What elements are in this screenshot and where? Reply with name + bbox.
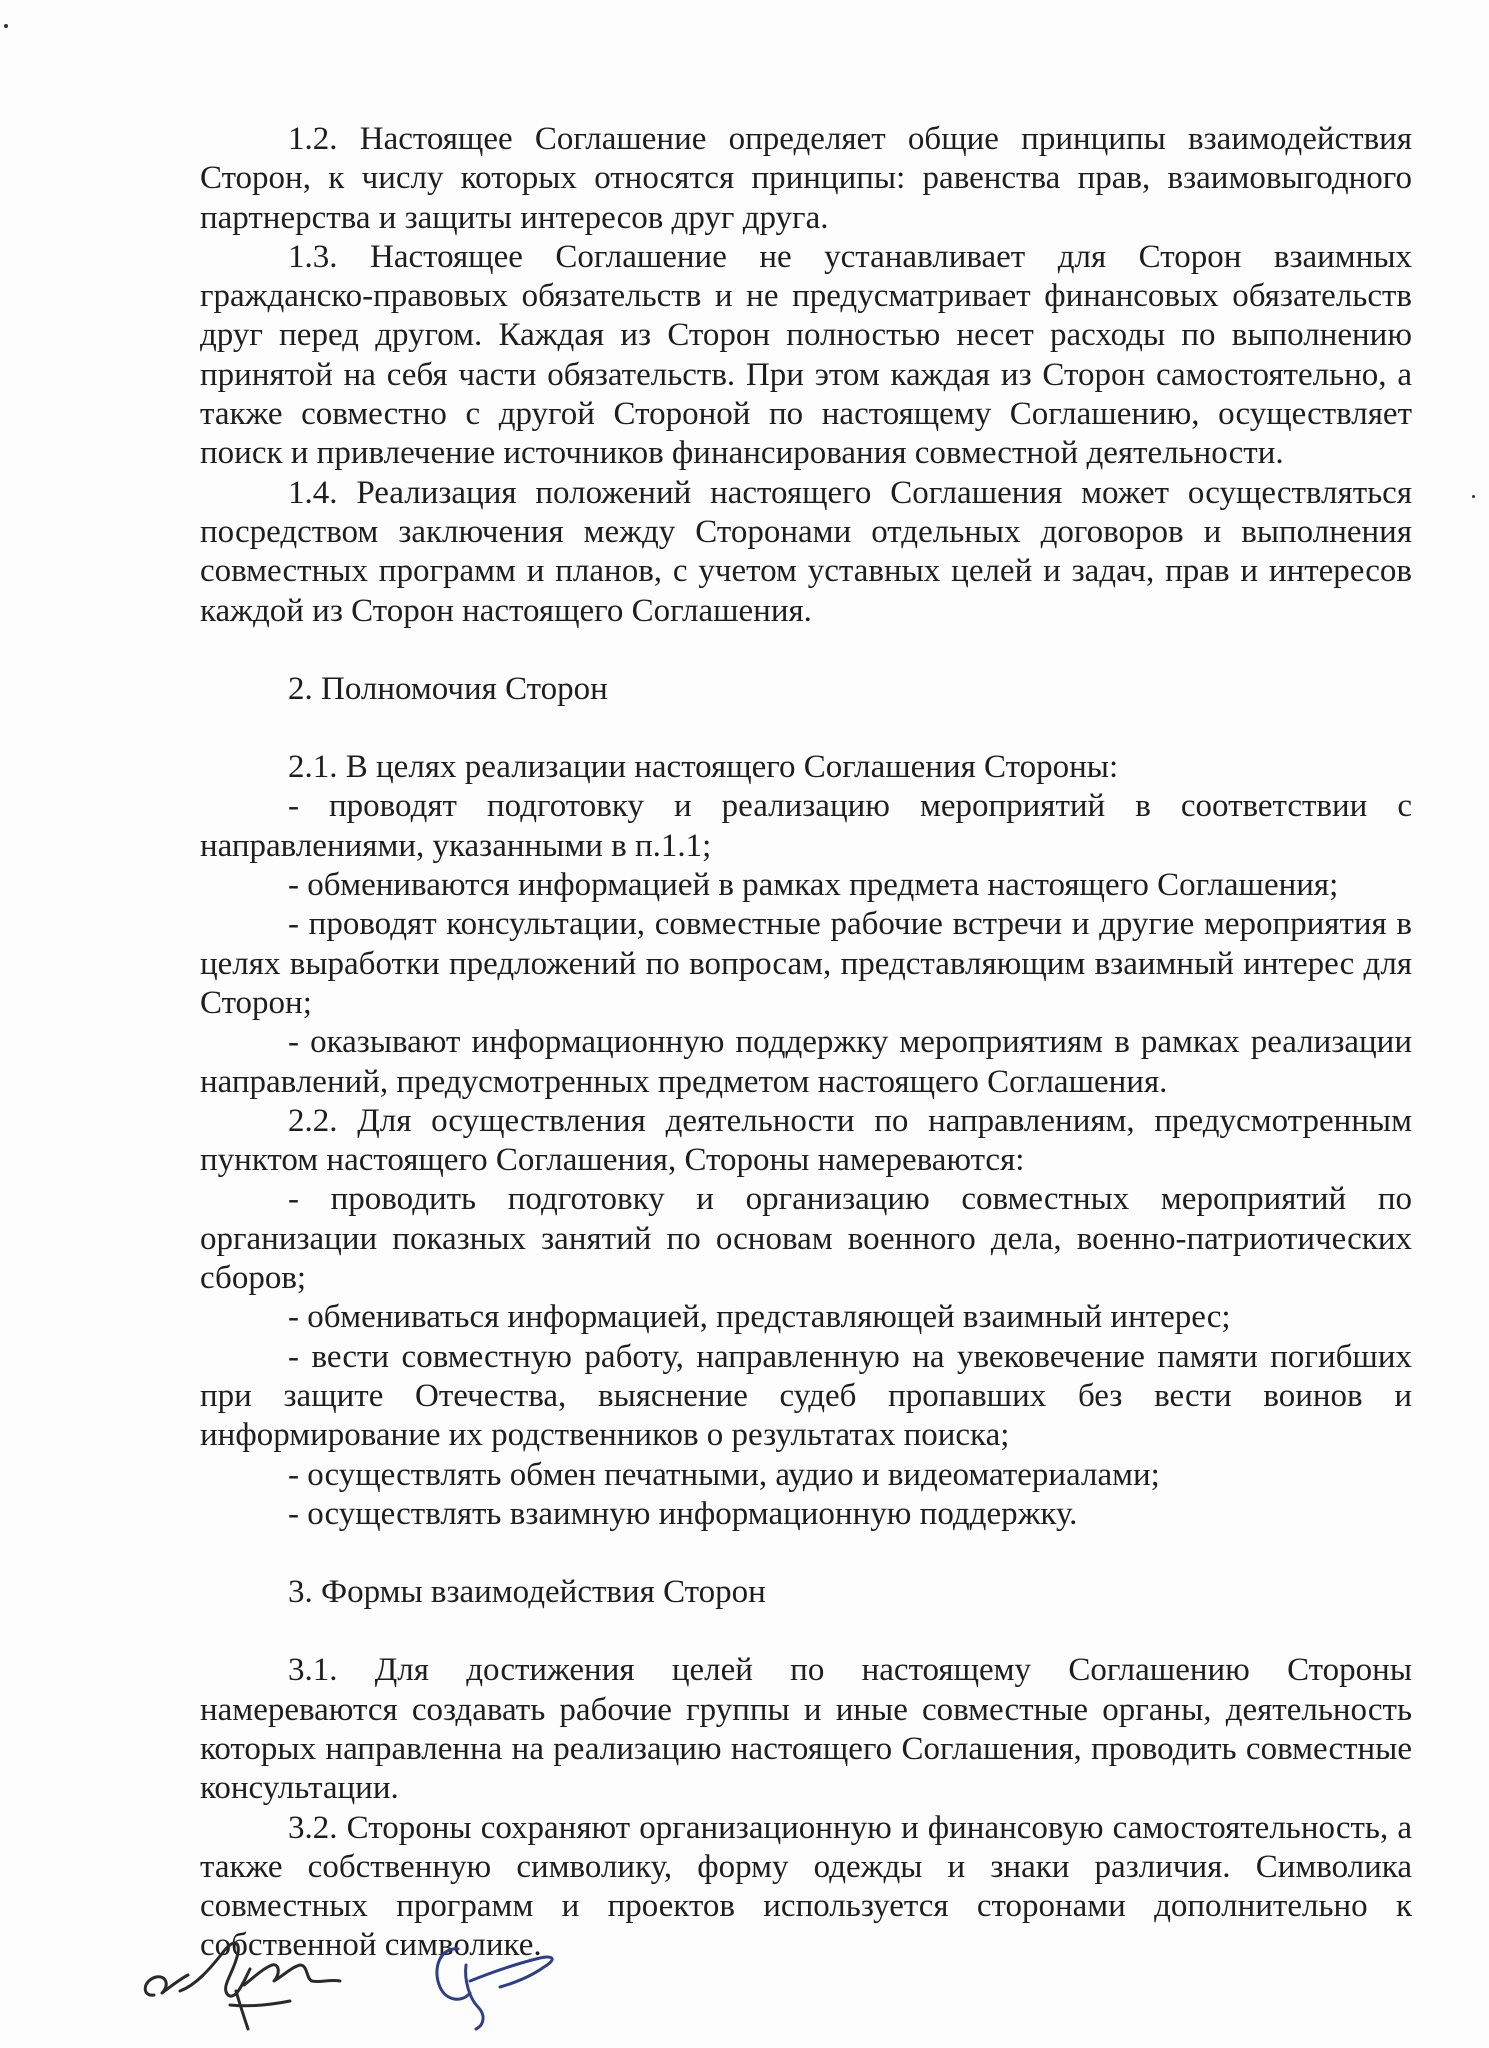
- section-heading-3: 3. Формы взаимодействия Сторон: [288, 1574, 766, 1611]
- list-item: - осуществлять обмен печатными, аудио и видеоматериалами;: [288, 1456, 1160, 1493]
- list-item: - проводят консультации, совместные рабочие встречи и другие мероприятия в целях выработки предложений по вопросам, представляющим взаимный интерес для Сторон;: [200, 906, 1412, 1021]
- section-heading-2: 2. Полномочия Сторон: [288, 670, 608, 707]
- paragraph-1-3: 1.3. Настоящее Соглашение не устанавливает для Сторон взаимных гражданско-правовых обязательств и не предусматривает финансовых обязательств друг перед другом. Каждая из Сторон полностью несет расходы по выполнению принятой на себя части обязательств. При этом каждая из Сторон самостоятельно, а также совместно с другой Стороной по настоящему Соглашению, осуществляет поиск и привлечение источников финансирования совместной деятельности.: [200, 238, 1412, 472]
- document-body: [200, 120, 1412, 1966]
- scan-speck: [4, 24, 8, 28]
- paragraph-1-4: 1.4. Реализация положений настоящего Соглашения может осуществляться посредством заключения между Сторонами отдельных договоров и выполнения совместных программ и планов, с учетом уставных целей и задач, прав и интересов каждой из Сторон настоящего Соглашения.: [200, 474, 1412, 629]
- paragraph-2-1: 2.1. В целях реализации настоящего Соглашения Стороны:: [288, 749, 1119, 786]
- list-item: - обмениваться информацией, представляющей взаимный интерес;: [288, 1299, 1231, 1336]
- paragraph-3-2: 3.2. Стороны сохраняют организационную и финансовую самостоятельность, а также собственную символику, форму одежды и знаки различия. Символика совместных программ и проектов используется сторонами дополнительно к собственной символике.: [200, 1809, 1412, 1964]
- signatures: [140, 1925, 620, 2035]
- list-item: - проводят подготовку и реализацию мероприятий в соответствии с направлениями, указанными в п.1.1;: [200, 788, 1412, 864]
- signature-black-icon: [145, 1943, 340, 2029]
- list-item: - обмениваются информацией в рамках предмета настоящего Соглашения;: [288, 867, 1339, 904]
- list-item: - оказывают информационную поддержку мероприятиям в рамках реализации направлений, предусмотренных предметом настоящего Соглашения.: [200, 1024, 1412, 1100]
- scan-speck: [1472, 495, 1475, 498]
- paragraph-1-2: 1.2. Настоящее Соглашение определяет общие принципы взаимодействия Сторон, к числу которых относятся принципы: равенства прав, взаимовыгодного партнерства и защиты интересов друг друга.: [200, 121, 1412, 236]
- list-item: - осуществлять взаимную информационную поддержку.: [288, 1495, 1078, 1532]
- list-item: - вести совместную работу, направленную на увековечение памяти погибших при защите Отечества, выяснение судеб пропавших без вести воинов и информирование их родственников о результатах поиска;: [200, 1338, 1412, 1454]
- signature-blue-icon: [437, 1949, 552, 2029]
- paragraph-3-1: 3.1. Для достижения целей по настоящему Соглашению Стороны намереваются создавать рабочие группы и иные совместные органы, деятельность которых направленна на реализацию настоящего Соглашения, проводить совместные консультации.: [200, 1652, 1412, 1807]
- paragraph-2-2: 2.2. Для осуществления деятельности по направлениям, предусмотренным пунктом настоящего Соглашения, Стороны намереваются:: [200, 1102, 1412, 1179]
- list-item: - проводить подготовку и организацию совместных мероприятий по организации показных занятий по основам военного дела, военно-патриотических сборов;: [200, 1181, 1412, 1297]
